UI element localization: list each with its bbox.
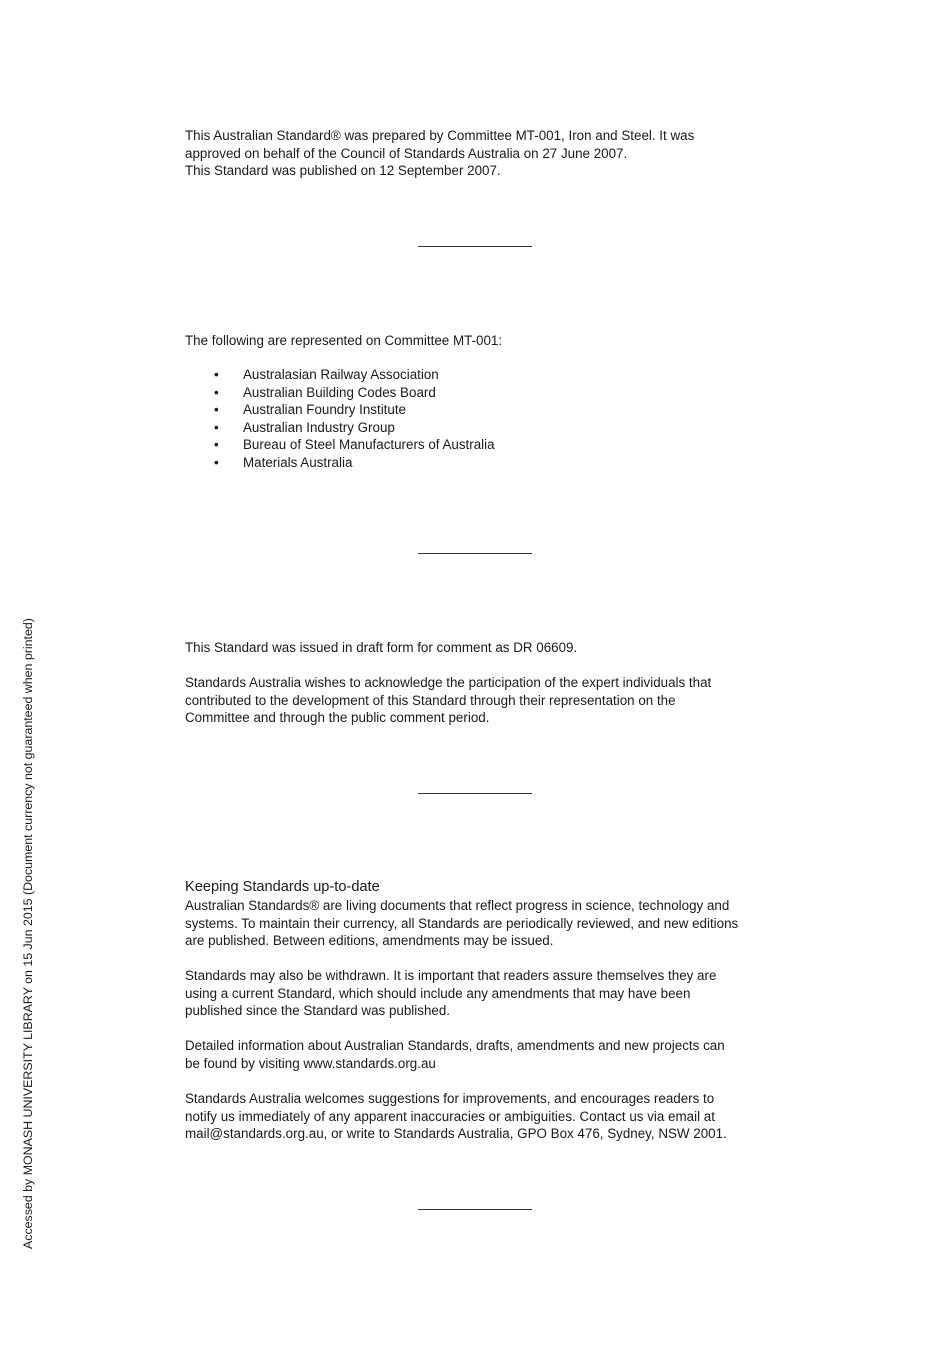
- committee-intro: [185, 332, 785, 350]
- paragraph-line: Standards may also be withdrawn. It is important that readers assure themselves they are: [185, 968, 717, 983]
- list-item: • Materials Australia: [214, 454, 495, 472]
- paragraph-line: using a current Standard, which should include any amendments that may have been: [185, 985, 691, 1001]
- list-item: • Bureau of Steel Manufacturers of Australia: [214, 436, 495, 454]
- keeping-up-to-date-section: [185, 878, 785, 896]
- section-divider: [418, 1209, 532, 1210]
- paragraph-line: systems. To maintain their currency, all Standards are periodically reviewed, and new editions: [185, 915, 739, 931]
- paragraph-line: Australian Standards® are living documents that reflect progress in science, technology and: [185, 898, 730, 913]
- access-watermark-text: Accessed by MONASH UNIVERSITY LIBRARY on 15 Jun 2015 (Document currency not guaranteed when printed): [21, 618, 35, 1249]
- uptodate-paragraph-4: [185, 1090, 785, 1143]
- paragraph-line: are published. Between editions, amendments may be issued.: [185, 933, 554, 948]
- section-heading: Keeping Standards up-to-date: [185, 879, 380, 895]
- paragraph-line: published since the Standard was published.: [185, 1003, 451, 1018]
- paragraph-line: mail@standards.org.au, or write to Standards Australia, GPO Box 476, Sydney, NSW 2001.: [185, 1126, 727, 1141]
- list-item: • Australian Industry Group: [214, 419, 495, 437]
- uptodate-paragraph-3: [185, 1037, 785, 1072]
- section-divider: [418, 246, 532, 247]
- section-divider: [418, 793, 532, 794]
- committee-member-list: [214, 366, 495, 471]
- acknowledgement: [185, 674, 785, 727]
- draft-statement: [185, 639, 785, 657]
- uptodate-paragraph-1: [185, 897, 785, 950]
- draft-issued-text: This Standard was issued in draft form for comment as DR 06609.: [185, 640, 578, 655]
- ack-line: contributed to the development of this Standard through their representation on the: [185, 692, 676, 708]
- prep-line: approved on behalf of the Council of Standards Australia on 27 June 2007.: [185, 145, 628, 161]
- prep-line: This Australian Standard® was prepared by Committee MT-001, Iron and Steel. It was: [185, 128, 695, 143]
- paragraph-line: Detailed information about Australian Standards, drafts, amendments and new projects can: [185, 1038, 725, 1053]
- list-item: • Australian Foundry Institute: [214, 401, 495, 419]
- paragraph-line: be found by visiting www.standards.org.au: [185, 1055, 436, 1071]
- ack-line: Committee and through the public comment period.: [185, 710, 490, 725]
- section-divider: [418, 553, 532, 554]
- list-item: • Australasian Railway Association: [214, 366, 495, 384]
- ack-line: Standards Australia wishes to acknowledge the participation of the expert individuals that: [185, 675, 712, 690]
- list-item: • Australian Building Codes Board: [214, 384, 495, 402]
- prep-line: This Standard was published on 12 September 2007.: [185, 163, 501, 178]
- uptodate-paragraph-2: [185, 967, 785, 1020]
- committee-intro-text: The following are represented on Committee MT-001:: [185, 333, 503, 348]
- paragraph-line: notify us immediately of any apparent inaccuracies or ambiguities. Contact us via email at: [185, 1108, 715, 1124]
- paragraph-line: Standards Australia welcomes suggestions for improvements, and encourages readers to: [185, 1091, 715, 1106]
- preparation-statement: [185, 127, 785, 180]
